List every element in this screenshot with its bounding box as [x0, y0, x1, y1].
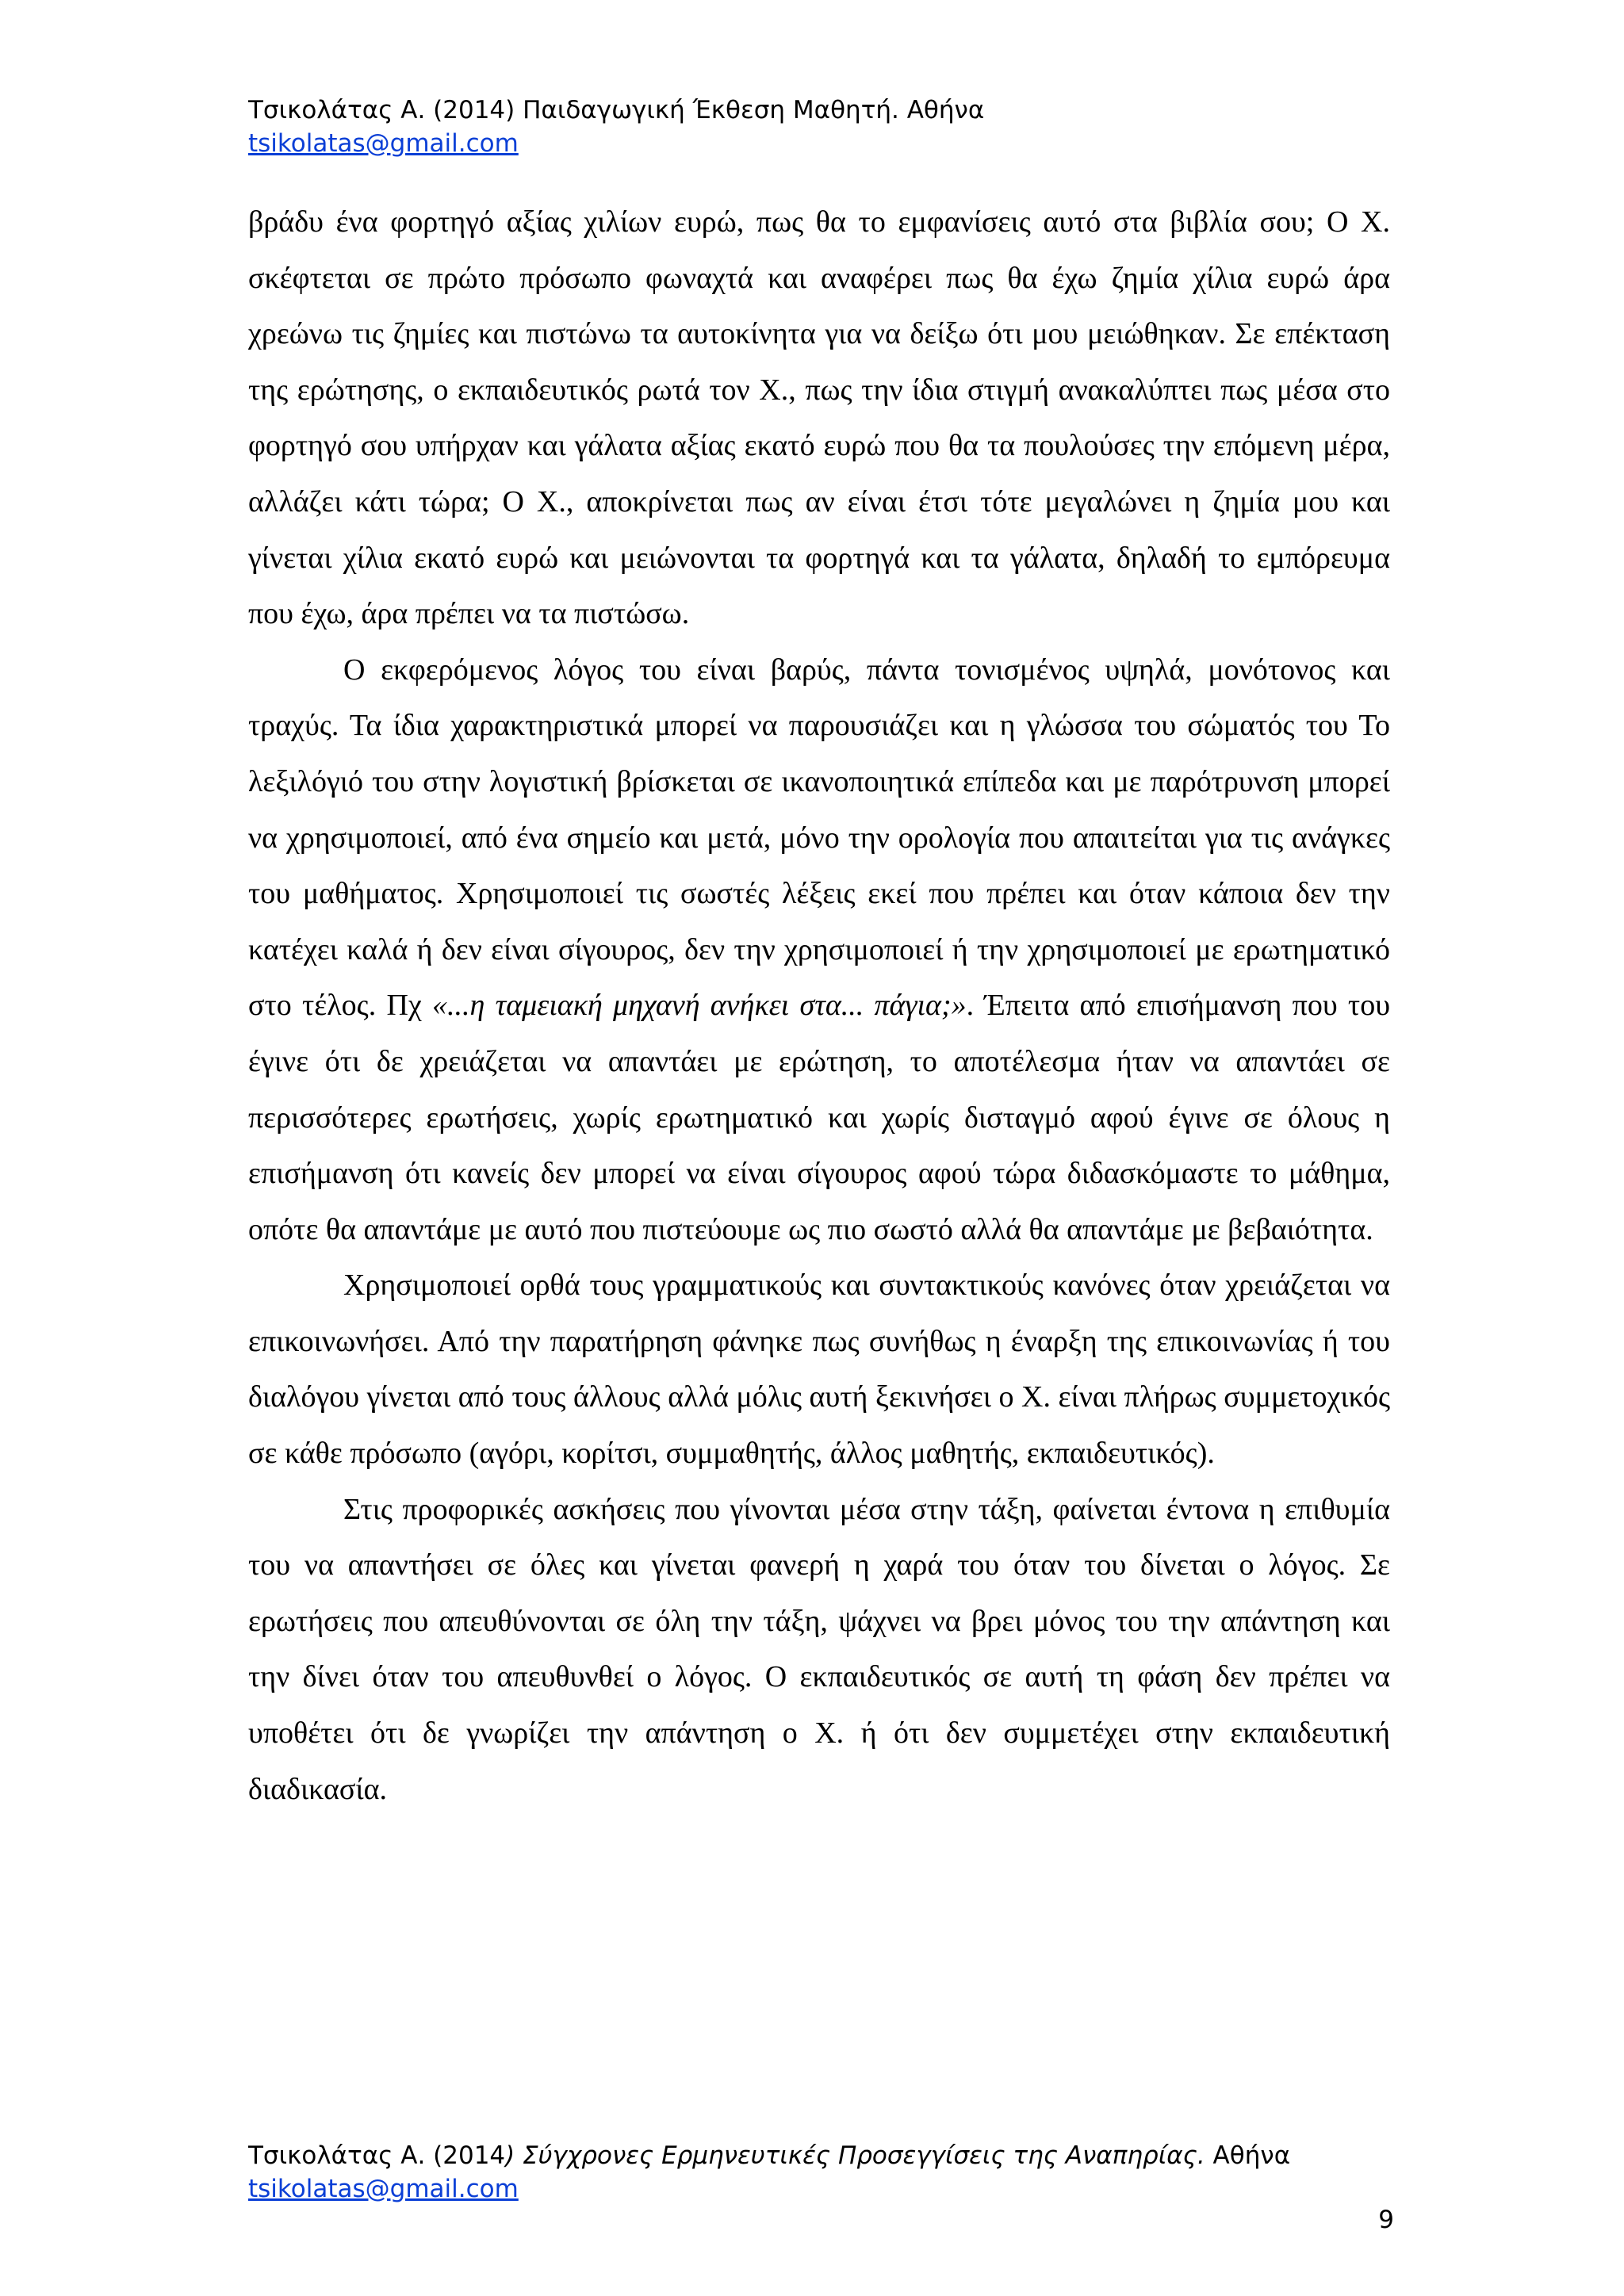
header-title: Τσικολάτας Α. (2014) Παιδαγωγική Έκθεση Μαθητή. Αθήνα [248, 96, 985, 124]
paragraph-2 [248, 642, 1390, 1258]
paragraph-2-text-start: Ο εκφερόμενος λόγος του είναι βαρύς, πάντα τονισμένος υψηλά, μονότονος και τραχύς. Τα ίδια χαρακτηριστικά μπορεί να παρουσιάζει και η γλώσσα του σώματός του Το λεξιλόγιό του στην λογιστική βρίσκεται σε ικανοποιητικά επίπεδα και με παρότρυνση μπορεί να χρησιμοποιεί, από ένα σημείο και μετά, μόνο την ορολογία που απαιτείται για τις ανάγκες του μαθήματος. Χρησιμοποιεί τις σωστές λέξεις εκεί που πρέπει και όταν κάποια δεν την κατέχει καλά ή δεν είναι σίγουρος, δεν την χρησιμοποιεί ή την χρησιμοποιεί με ερωτηματικό στο τέλος. Πχ [248, 652, 1390, 1023]
paragraph-2-text-end: . Έπειτα από επισήμανση που του έγινε ότι δε χρειάζεται να απαντάει με ερώτηση, το αποτέλεσμα ήταν να απαντάει σε περισσότερες ερωτήσεις, χωρίς ερωτηματικό και χωρίς δισταγμό αφού έγινε σε όλους η επισήμανση ότι κανείς δεν μπορεί να είναι σίγουρος αφού τώρα διδασκόμαστε το μάθημα, οπότε θα απαντάμε με αυτό που πιστεύουμε ως πιο σωστό αλλά θα απαντάμε με βεβαιότητα. [248, 989, 1391, 1246]
footer-author: Τσικολάτας Α. (2014 [248, 2141, 506, 2170]
header-email-link[interactable]: tsikolatas@gmail.com [248, 129, 519, 158]
body-text [248, 194, 1390, 1817]
page-footer [248, 2139, 1390, 2206]
paragraph-3: Χρησιμοποιεί ορθά τους γραμματικούς και συντακτικούς κανόνες όταν χρειάζεται να επικοινωνήσει. Από την παρατήρηση φάνηκε πως συνήθως η έναρξη της επικοινωνίας ή του διαλόγου γίνεται από τους άλλους αλλά μόλις αυτή ξεκινήσει ο Χ. είναι πλήρως συμμετοχικός σε κάθε πρόσωπο (αγόρι, κορίτσι, συμμαθητής, άλλος μαθητής, εκπαιδευτικός). [248, 1269, 1390, 1471]
paragraph-1: βράδυ ένα φορτηγό αξίας χιλίων ευρώ, πως θα το εμφανίσεις αυτό στα βιβλία σου; Ο Χ. σκέφτεται σε πρώτο πρόσωπο φωναχτά και αναφέρει πως θα έχω ζημία χίλια ευρώ άρα χρεώνω τις ζημίες και πιστώνω τα αυτοκίνητα για να δείξω ότι μου μειώθηκαν. Σε επέκταση της ερώτησης, ο εκπαιδευτικός ρωτά τον Χ., πως την ίδια στιγμή ανακαλύπτει πως μέσα στο φορτηγό σου υπήρχαν και γάλατα αξίας εκατό ευρώ που θα τα πουλούσες την επόμενη μέρα, αλλάζει κάτι τώρα; Ο Χ., αποκρίνεται πως αν είναι έτσι τότε μεγαλώνει η ζημία μου και γίνεται χίλια εκατό ευρώ και μειώνονται τα φορτηγά και τα γάλατα, δηλαδή το εμπόρευμα που έχω, άρα πρέπει να τα πιστώσω. [248, 205, 1390, 631]
footer-email-link[interactable]: tsikolatas@gmail.com [248, 2175, 519, 2203]
page-header [248, 94, 1390, 160]
paragraph-4: Στις προφορικές ασκήσεις που γίνονται μέσα στην τάξη, φαίνεται έντονα η επιθυμία του να απαντήσει σε όλες και γίνεται φανερή η χαρά του όταν του δίνεται ο λόγος. Σε ερωτήσεις που απευθύνονται σε όλη την τάξη, ψάχνει να βρει μόνος του την απάντηση και την δίνει όταν του απευθυνθεί ο λόγος. Ο εκπαιδευτικός σε αυτή τη φάση δεν πρέπει να υποθέτει ότι δε γνωρίζει την απάντηση ο Χ. ή ότι δεν συμμετέχει στην εκπαιδευτική διαδικασία. [248, 1492, 1390, 1806]
page-number: 9 [1378, 2206, 1394, 2234]
paragraph-2-quote: «...η ταμειακή μηχανή ανήκει στα... πάγια;» [432, 989, 967, 1023]
footer-place: Αθήνα [1205, 2141, 1291, 2170]
footer-book-title: ) Σύγχρονες Ερμηνευτικές Προσεγγίσεις της Αναπηρίας. [505, 2141, 1205, 2170]
